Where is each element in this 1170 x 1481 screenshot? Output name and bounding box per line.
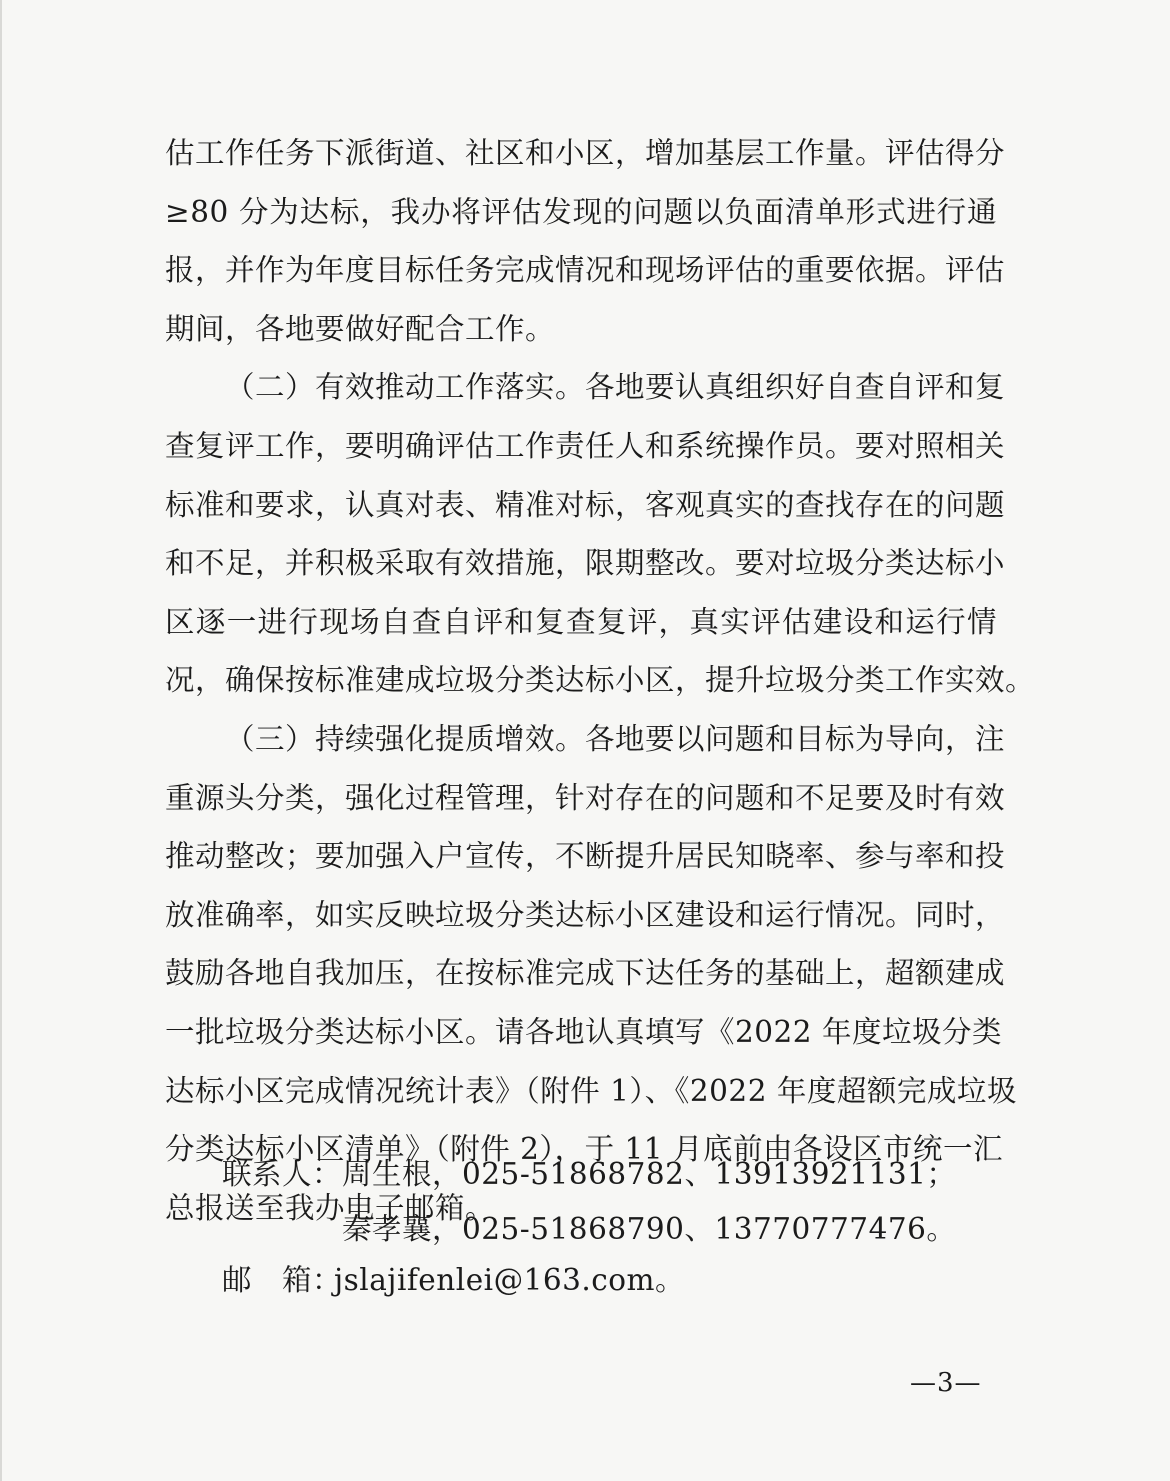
email-address: jslajifenlei@163.com。 — [334, 1263, 686, 1297]
text-line: 报，并作为年度目标任务完成情况和现场评估的重要依据。评估 — [165, 253, 1006, 288]
text-line: 查复评工作，要明确评估工作责任人和系统操作员。要对照相关 — [165, 428, 1006, 463]
contact-value-2: 秦孝襄，025-51868790、13770777476。 — [342, 1212, 957, 1246]
text-line: 区逐一进行现场自查自评和复查复评，真实评估建设和运行情 — [165, 604, 997, 639]
page-number: —3— — [910, 1368, 982, 1398]
contact-label: 联系人： — [222, 1157, 343, 1191]
section-heading-line: （三）持续强化提质增效。各地要以问题和目标为导向，注 — [225, 721, 1006, 756]
email-line — [222, 1260, 685, 1300]
section-heading-line: （二）有效推动工作落实。各地要认真组织好自查自评和复 — [225, 370, 1006, 405]
text-line: 放准确率，如实反映垃圾分类达标小区建设和运行情况。同时， — [165, 897, 1006, 932]
text-line: 总报送至我办电子邮箱。 — [165, 1190, 496, 1225]
text-line: 鼓励各地自我加压，在按标准完成下达任务的基础上，超额建成 — [165, 956, 1006, 991]
text-line: 估工作任务下派街道、社区和小区，增加基层工作量。评估得分 — [165, 136, 1006, 170]
contact-person-line-2 — [342, 1209, 956, 1249]
email-label: 邮 箱： — [222, 1263, 343, 1297]
text-line: 重源头分类，强化过程管理，针对存在的问题和不足要及时有效 — [165, 780, 1006, 815]
text-line: 分类达标小区清单》（附件 2），于 11 月底前由各设区市统一汇 — [165, 1132, 1003, 1167]
text-line: 推动整改；要加强入户宣传，不断提升居民知晓率、参与率和投 — [165, 839, 1006, 874]
text-line: 况，确保按标准建成垃圾分类达标小区，提升垃圾分类工作实效。 — [165, 663, 1036, 698]
page-edge — [0, 0, 2, 1481]
body-text — [165, 124, 1036, 1237]
text-line: ≥80 分为达标，我办将评估发现的问题以负面清单形式进行通 — [165, 194, 997, 229]
text-line: 一批垃圾分类达标小区。请各地认真填写《2022 年度垃圾分类 — [165, 1014, 1002, 1049]
text-line: 期间，各地要做好配合工作。 — [165, 311, 556, 346]
text-line: 达标小区完成情况统计表》（附件 1）、《2022 年度超额完成垃圾 — [165, 1073, 1017, 1108]
text-line: 和不足，并积极采取有效措施，限期整改。要对垃圾分类达标小 — [165, 546, 1006, 581]
text-line: 标准和要求，认真对表、精准对标，客观真实的查找存在的问题 — [165, 487, 1006, 522]
contact-person-line-1 — [222, 1154, 956, 1194]
contact-value-1: 周生根，025-51868782、13913921131； — [342, 1157, 957, 1191]
